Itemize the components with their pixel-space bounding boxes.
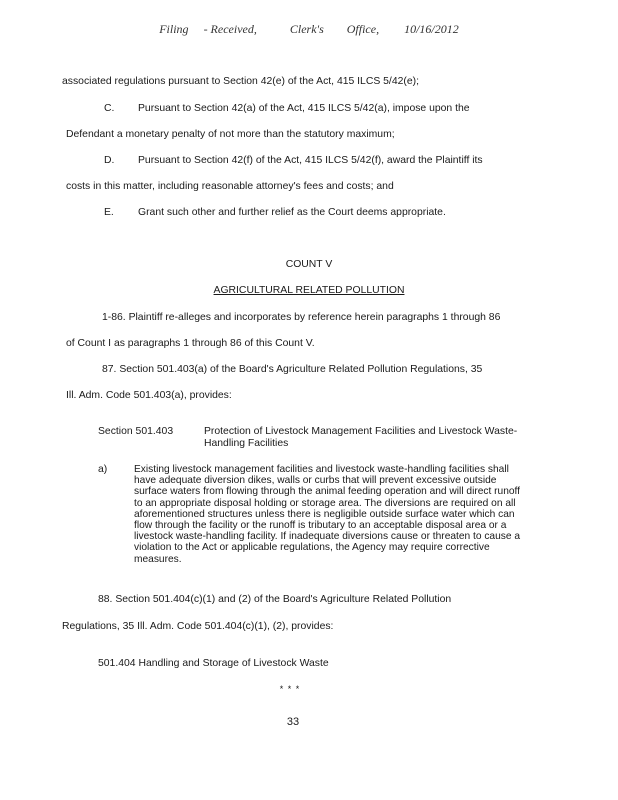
para-88-line-2: Regulations, 35 Ill. Adm. Code 501.404(c)(1), (2), provides: [62,621,334,632]
item-d-label: D. [104,155,115,166]
item-e-label: E. [104,207,114,218]
ellipsis-marker: * * * [279,684,301,694]
item-d-line-2: costs in this matter, including reasonable attorney's fees and costs; and [66,181,394,192]
count-heading: COUNT V [285,259,333,270]
item-c-line-1: Pursuant to Section 42(a) of the Act, 415 ILCS 5/42(a), impose upon the [138,103,470,114]
header-office: Office, [346,22,380,36]
quote-item-text: Existing livestock management facilities and livestock waste-handling facilities shall have adequate diversion dikes, walls or curbs that will prevent excessive outside surface waters from flowing through the animal feeding operation and will direct runoff to an appropriate disposal holding or storage area. The diversions are required on all aforementioned structures unless there is negligible outside surface water which can flow through the facility or the runoff is tributary to an acceptable disposal area or a livestock waste-handling facility. If inadequate diversions cause or threaten to cause a violation to the Act or applicable regulations, the Agency may require corrective measures. [134,464,521,565]
para-88-line-1: 88. Section 501.404(c)(1) and (2) of the Board's Agriculture Related Pollution [98,594,452,605]
header-filing: Filing [159,22,189,36]
para-86-line-2: of Count I as paragraphs 1 through 86 of this Count V. [66,338,315,349]
para-87-line-2: Ill. Adm. Code 501.403(a), provides: [66,390,232,401]
quote-item-label: a) [98,464,108,475]
item-c-line-2: Defendant a monetary penalty of not more than the statutory maximum; [66,129,395,140]
para-86-line-1: 1-86. Plaintiff re-alleges and incorporates by reference herein paragraphs 1 through 86 [102,312,501,323]
page-number: 33 [286,716,300,728]
header-received: - Received, [203,22,257,36]
quote-section-label: Section 501.403 [98,426,174,437]
item-e-line-1: Grant such other and further relief as the Court deems appropriate. [138,207,446,218]
header-date: 10/16/2012 [404,22,459,36]
item-d-line-1: Pursuant to Section 42(f) of the Act, 415 ILCS 5/42(f), award the Plaintiff its [138,155,483,166]
count-subheading: AGRICULTURAL RELATED POLLUTION [213,285,405,296]
filing-header [0,22,618,37]
header-clerks: Clerk's [289,22,324,36]
quote-section-title: Protection of Livestock Management Facilities and Livestock Waste-Handling Facilities [204,426,518,449]
body-line-1: associated regulations pursuant to Section 42(e) of the Act, 415 ILCS 5/42(e); [62,76,419,87]
section-404-heading: 501.404 Handling and Storage of Livestock Waste [98,658,329,669]
item-c-label: C. [104,103,115,114]
para-87-line-1: 87. Section 501.403(a) of the Board's Agriculture Related Pollution Regulations, 35 [102,364,483,375]
